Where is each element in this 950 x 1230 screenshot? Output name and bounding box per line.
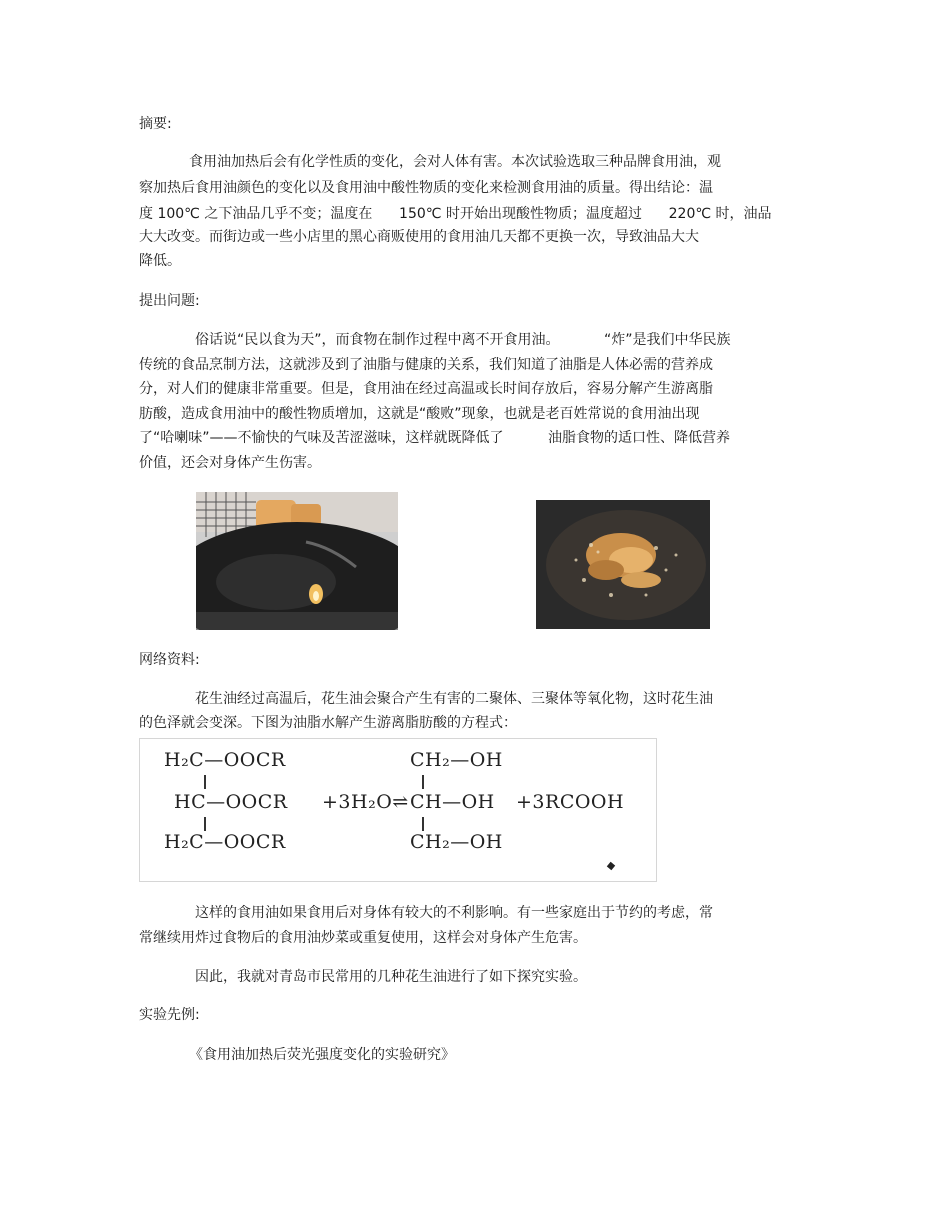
precedent-title: 《食用油加热后荧光强度变化的实验研究》 [189,1047,455,1063]
abstract-heading: 摘要: [139,116,172,132]
question-line: 俗话说“民以食为天”，而食物在制作过程中离不开食用油。 “炸”是我们中华民族 [195,332,731,348]
hydrolysis-equation-figure [139,738,657,882]
ink-mark [607,862,615,870]
question-line: 了“哈喇味”——不愉快的气味及苦涩滋味，这样就既降低了 油脂食物的适口性、降低营养 [139,430,731,446]
question-line: 肪酸，造成食用油中的酸性物质增加，这就是“酸败”现象，也就是老百姓常说的食用油出现 [139,406,700,422]
equation-row1-left: H₂C—OOCR [164,749,286,771]
abstract-line: 察加热后食用油颜色的变化以及食用油中酸性物质的变化来检测食用油的质量。得出结论：温 [139,180,713,196]
equation-bond [204,817,206,831]
network-line: 的色泽就会变深。下图为油脂水解产生游离脂肪酸的方程式： [139,715,517,731]
deep-frying-photo [536,500,710,629]
abstract-line: 食用油加热后会有化学性质的变化，会对人体有害。本次试验选取三种品牌食用油，观 [189,154,721,170]
equation-bond [422,775,424,789]
equation-bond [204,775,206,789]
equation-row3-right: CH₂—OH [410,831,503,853]
after-equation-line: 常继续用炸过食物后的食用油炒菜或重复使用，这样会对身体产生危害。 [139,930,587,946]
question-line: 分，对人们的健康非常重要。但是，食用油在经过高温或长时间存放后，容易分解产生游离脂 [139,381,713,397]
network-heading: 网络资料: [139,652,200,668]
therefore-line: 因此，我就对青岛市民常用的几种花生油进行了如下探究实验。 [195,969,587,985]
after-equation-line: 这样的食用油如果食用后对身体有较大的不利影响。有一些家庭出于节约的考虑，常 [195,905,713,921]
equation-row2-right: CH—OH [410,791,495,813]
network-line: 花生油经过高温后，花生油会聚合产生有害的二聚体、三聚体等氧化物，这时花生油 [195,691,713,707]
question-line: 价值，还会对身体产生伤害。 [139,455,321,471]
equation-product: +3RCOOH [516,791,625,813]
precedent-heading: 实验先例: [139,1007,200,1023]
frying-basket-photo [196,492,398,630]
equation-row2-left: HC—OOCR [174,791,288,813]
equation-reagent: +3H₂O⇌ [322,791,409,813]
question-line: 传统的食品烹制方法，这就涉及到了油脂与健康的关系，我们知道了油脂是人体必需的营养成 [139,357,713,373]
equation-row3-left: H₂C—OOCR [164,831,286,853]
abstract-line: 度 100℃ 之下油品几乎不变；温度在 150℃ 时开始出现酸性物质；温度超过 220℃ 时，油品 [139,206,772,222]
abstract-line: 降低。 [139,253,181,269]
question-heading: 提出问题: [139,293,200,309]
equation-bond [422,817,424,831]
equation-row1-right: CH₂—OH [410,749,503,771]
abstract-line: 大大改变。而街边或一些小店里的黑心商贩使用的食用油几天都不更换一次，导致油品大大 [139,229,699,245]
